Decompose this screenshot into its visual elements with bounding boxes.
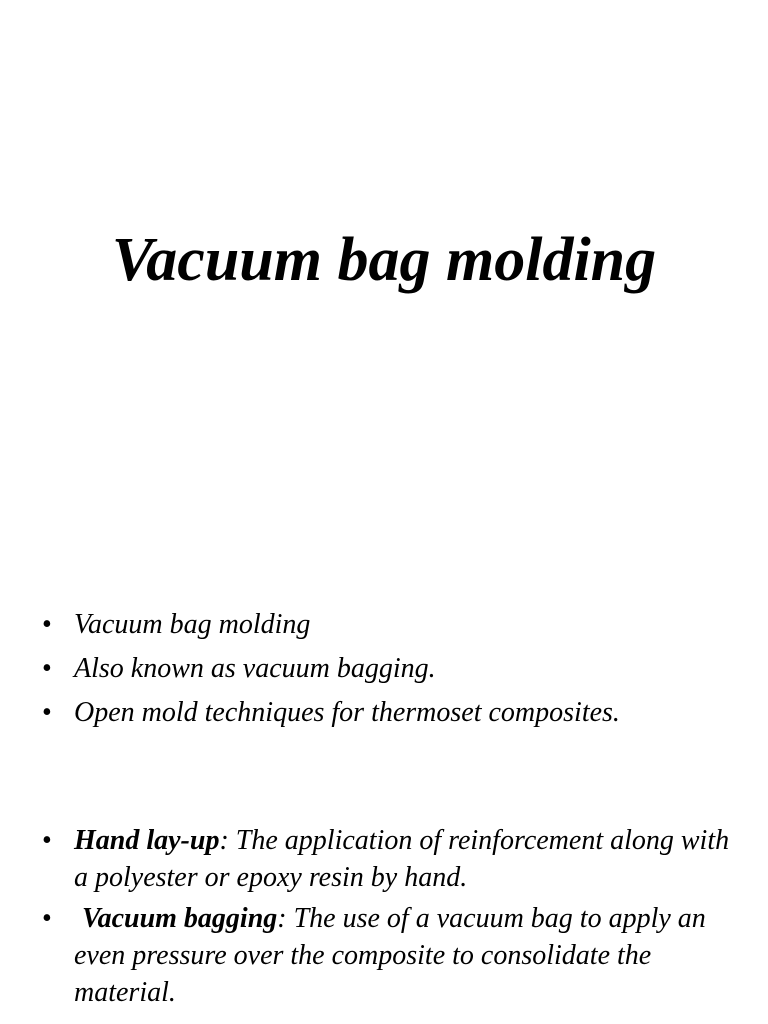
- definition-term: Hand lay-up: [74, 825, 220, 856]
- definition-text: : The use of a vacuum bag to apply an even pressure over the composite to consolidate the material.: [74, 903, 706, 1008]
- bullet-icon: •: [42, 825, 52, 856]
- bullet-icon: •: [42, 609, 52, 640]
- definition-text: : The application of reinforcement along with a polyester or epoxy resin by hand.: [74, 825, 730, 893]
- list-item: [0, 694, 768, 738]
- definitions-bullet-list: [0, 822, 768, 1015]
- list-item: [0, 650, 768, 694]
- bullet-icon: •: [42, 697, 52, 728]
- list-item-text: Open mold techniques for thermoset composites.: [74, 697, 620, 728]
- list-item-text: Also known as vacuum bagging.: [74, 653, 436, 684]
- slide-title: Vacuum bag molding: [111, 226, 657, 294]
- list-item-text: Vacuum bag molding: [74, 609, 311, 640]
- list-item: [0, 606, 768, 650]
- list-item: [0, 822, 768, 896]
- list-item: [0, 900, 768, 1011]
- intro-bullet-list: [0, 606, 768, 738]
- bullet-icon: •: [42, 653, 52, 684]
- bullet-icon: •: [42, 903, 52, 934]
- definition-term: Vacuum bagging: [82, 903, 278, 934]
